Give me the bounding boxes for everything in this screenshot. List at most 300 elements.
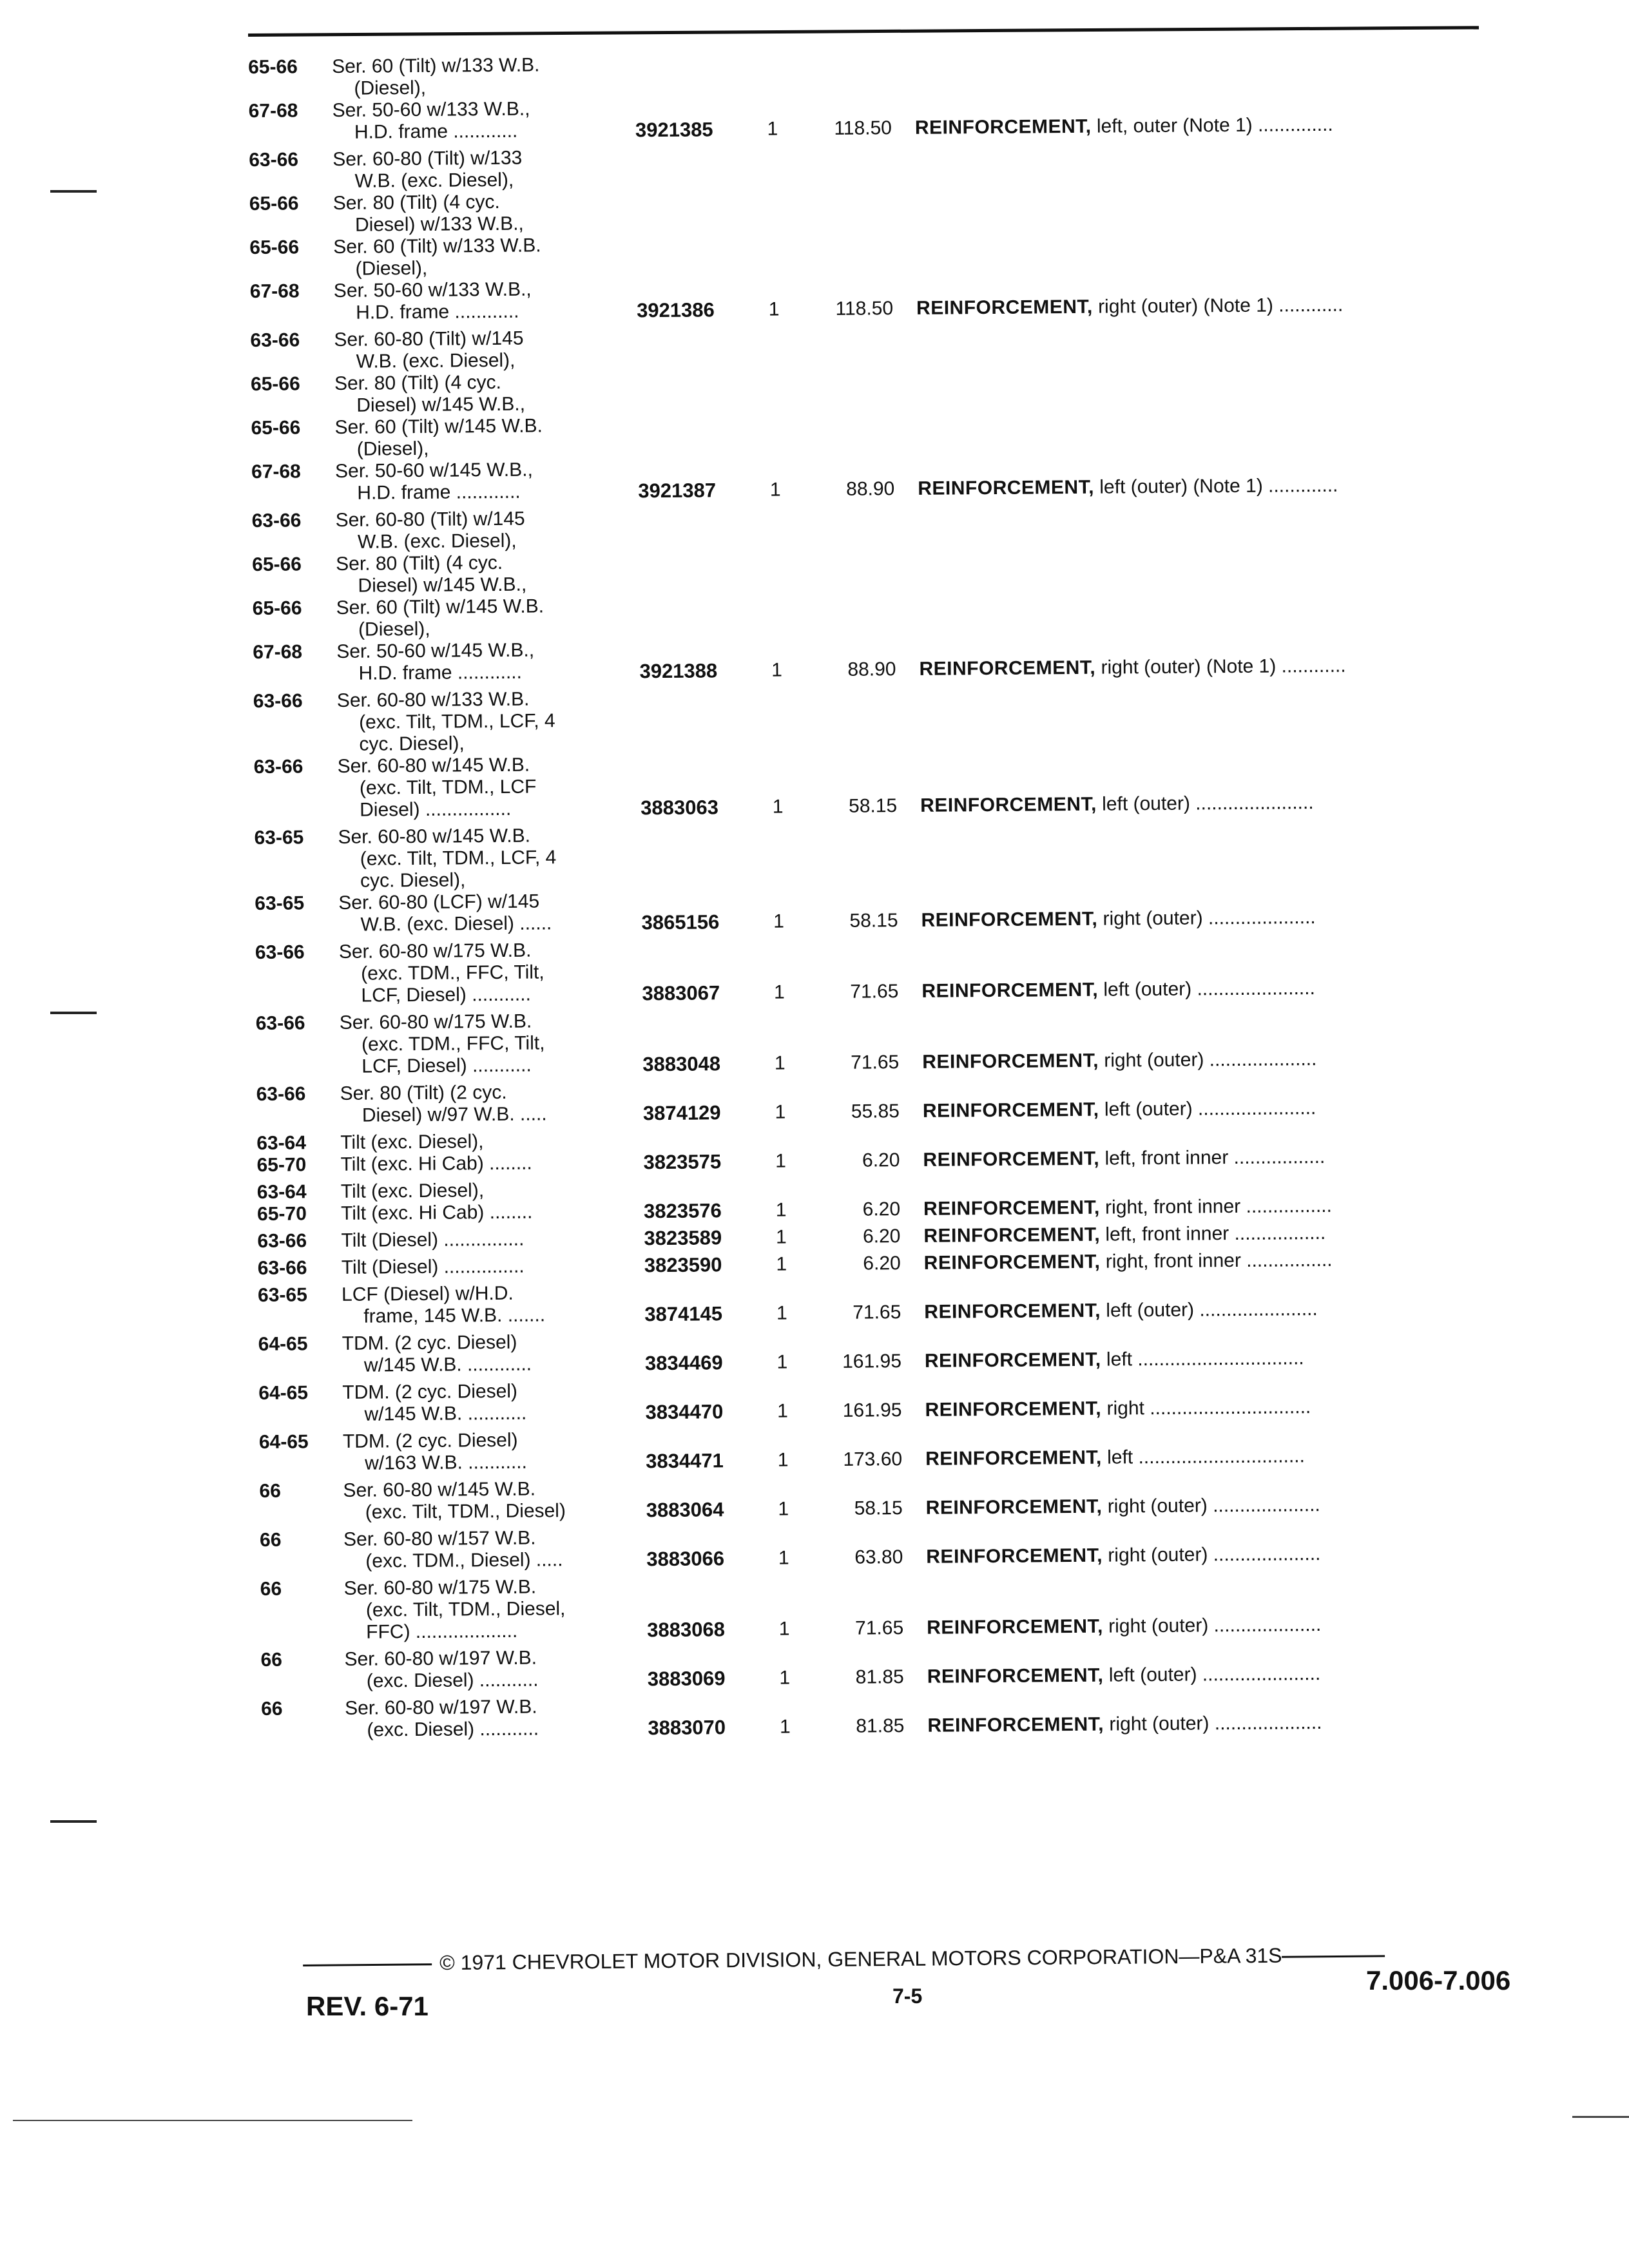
description-line: H.D. frame ............ — [358, 661, 523, 684]
part-name — [921, 905, 1527, 931]
description-line: cyc. Diesel), — [359, 733, 465, 755]
parts-catalog-list — [248, 46, 1534, 1747]
description-line: (exc. Diesel) ........... — [366, 1669, 539, 1692]
part-number: 3865156 — [641, 910, 720, 934]
part-name-detail: right (outer) .................... — [1104, 1048, 1317, 1072]
application-description — [343, 1477, 646, 1524]
part-name — [926, 1541, 1532, 1568]
model-years: 63-65 — [257, 1284, 307, 1306]
application-description — [339, 939, 642, 1007]
description-line: w/163 W.B. ........... — [365, 1451, 528, 1474]
catalog-entry — [254, 817, 1527, 937]
model-years: 63-65 — [255, 892, 305, 914]
quantity: 1 — [767, 118, 778, 140]
part-number: 3834470 — [645, 1400, 724, 1424]
part-name — [923, 1095, 1529, 1122]
description-line: (exc. Tilt, TDM., LCF, 4 — [358, 710, 555, 733]
part-name — [915, 112, 1521, 139]
part-name — [925, 1345, 1531, 1372]
catalog-entry — [248, 46, 1521, 144]
application-description — [342, 1331, 646, 1377]
description-line: Ser. 60-80 w/157 W.B. — [343, 1527, 536, 1550]
part-name-main: REINFORCEMENT, — [923, 1251, 1101, 1274]
catalog-entry — [261, 1688, 1534, 1742]
margin-tick — [50, 1012, 97, 1014]
part-name-main: REINFORCEMENT, — [924, 1349, 1101, 1372]
application-item — [252, 507, 639, 554]
model-years: 63-66 — [257, 1230, 307, 1252]
quantity: 1 — [774, 1052, 786, 1074]
application-item — [258, 1282, 645, 1329]
catalog-entry — [257, 1220, 1530, 1253]
quantity: 1 — [775, 1101, 786, 1123]
part-name — [926, 1492, 1532, 1519]
part-number: 3874129 — [642, 1101, 721, 1125]
application-item — [260, 1575, 648, 1644]
application-list — [248, 53, 635, 144]
application-item — [249, 146, 636, 193]
description-line: (Diesel), — [358, 618, 430, 640]
description-line: TDM. (2 cyc. Diesel) — [342, 1380, 518, 1403]
part-name-detail: right (outer) (Note 1) ............ — [1097, 294, 1344, 318]
part-name-main: REINFORCEMENT, — [922, 1099, 1099, 1122]
application-list — [255, 939, 642, 1008]
part-name-main: REINFORCEMENT, — [921, 979, 1099, 1002]
application-description — [340, 1151, 643, 1176]
description-line: W.B. (exc. Diesel), — [356, 349, 516, 372]
part-name-detail: left (outer) ...................... — [1106, 1298, 1318, 1321]
part-name-detail: right, front inner ................ — [1105, 1249, 1333, 1273]
application-description — [340, 1129, 643, 1154]
quantity: 1 — [777, 1400, 789, 1422]
description-line: Ser. 60 (Tilt) w/145 W.B. — [336, 595, 545, 619]
application-list — [257, 1227, 644, 1253]
part-number: 3883067 — [642, 981, 720, 1005]
part-number: 3823576 — [643, 1199, 722, 1223]
application-item — [257, 1227, 644, 1253]
part-name-detail: left, front inner ................. — [1104, 1146, 1325, 1169]
description-line: Ser. 60-80 w/197 W.B. — [345, 1696, 537, 1719]
catalog-entry — [260, 1639, 1533, 1693]
application-description — [340, 1010, 643, 1078]
description-line: Tilt (exc. Diesel), — [340, 1131, 484, 1153]
application-description — [336, 639, 640, 685]
quantity: 1 — [775, 1226, 787, 1248]
model-years: 64-65 — [258, 1382, 309, 1404]
part-name — [921, 975, 1528, 1002]
catalog-entry — [250, 320, 1524, 505]
catalog-entry — [256, 1003, 1529, 1079]
model-years: 67-68 — [253, 641, 303, 663]
description-line: TDM. (2 cyc. Diesel) — [342, 1429, 518, 1452]
section-number: 7.006-7.006 — [1366, 1965, 1511, 1995]
description-line: Ser. 60-80 w/175 W.B. — [339, 1010, 532, 1033]
copyright-line — [303, 1941, 1534, 1976]
application-description — [333, 97, 636, 144]
catalog-entry — [258, 1247, 1530, 1280]
model-years: 65-66 — [249, 236, 300, 258]
part-name — [927, 1661, 1534, 1687]
margin-tick — [50, 1820, 97, 1823]
part-name-main: REINFORCEMENT, — [923, 1224, 1101, 1247]
description-line: Ser. 50-60 w/133 W.B., — [332, 98, 530, 121]
model-years: 67-68 — [251, 461, 301, 483]
application-item — [252, 551, 639, 598]
model-years: 65-66 — [249, 193, 299, 215]
part-name-detail: right, front inner ................ — [1104, 1195, 1333, 1218]
application-item — [258, 1254, 644, 1280]
part-name-detail: right (outer) .................... — [1108, 1613, 1322, 1637]
part-name-detail: right (outer) .................... — [1107, 1494, 1320, 1517]
description-line: w/145 W.B. ........... — [364, 1402, 527, 1425]
application-description — [335, 458, 639, 505]
price: 71.65 — [854, 1617, 904, 1639]
quantity: 1 — [778, 1547, 789, 1569]
copyright-text: © 1971 CHEVROLET MOTOR DIVISION, GENERAL MOTORS CORPORATION—P&A 31S — [439, 1943, 1282, 1975]
part-number: 3921387 — [638, 479, 717, 503]
application-list — [260, 1646, 648, 1693]
price: 88.90 — [847, 658, 896, 680]
part-name-main: REINFORCEMENT, — [927, 1713, 1104, 1736]
model-years: 65-66 — [250, 373, 300, 395]
part-number: 3883064 — [646, 1498, 724, 1522]
description-line: Ser. 80 (Tilt) (4 cyc. — [336, 552, 503, 575]
description-line: Ser. 60-80 w/175 W.B. — [343, 1576, 537, 1599]
description-line: (exc. TDM., FFC, Tilt, — [361, 961, 545, 985]
description-line: (exc. Diesel) ........... — [367, 1718, 539, 1741]
price: 71.65 — [853, 1302, 901, 1323]
model-years: 63-66 — [257, 1257, 307, 1279]
description-line: Ser. 60-80 w/133 W.B. — [336, 688, 530, 711]
quantity: 1 — [776, 1351, 788, 1373]
description-line: LCF, Diesel) ........... — [361, 1054, 532, 1077]
part-name-main: REINFORCEMENT, — [923, 1148, 1100, 1171]
description-line: Ser. 60-80 (Tilt) w/145 — [335, 508, 525, 531]
description-line: (exc. Tilt, TDM., LCF — [359, 776, 537, 799]
part-name-detail: left ............................... — [1106, 1347, 1304, 1370]
description-line: Ser. 80 (Tilt) (2 cyc. — [340, 1081, 507, 1104]
model-years: 63-66 — [249, 149, 299, 171]
description-line: W.B. (exc. Diesel), — [354, 169, 514, 192]
catalog-entry — [256, 1073, 1529, 1128]
application-description — [334, 414, 638, 461]
application-description — [344, 1575, 648, 1644]
model-years: 64-65 — [258, 1431, 309, 1453]
application-list — [258, 1331, 646, 1378]
part-name — [918, 473, 1524, 499]
application-item — [249, 97, 636, 144]
model-years: 63-66 — [253, 690, 303, 712]
application-description — [336, 507, 639, 553]
part-name — [923, 1193, 1530, 1220]
part-number: 3921388 — [639, 659, 718, 683]
model-years: 63-65 — [254, 827, 304, 849]
part-name — [920, 790, 1527, 816]
description-line: Diesel) ................ — [360, 798, 512, 821]
description-line: Ser. 60 (Tilt) w/133 W.B. — [333, 235, 541, 258]
quantity: 1 — [778, 1618, 790, 1640]
description-line: Ser. 80 (Tilt) (4 cyc. — [333, 191, 500, 214]
description-line: (exc. Tilt, TDM., LCF, 4 — [360, 847, 557, 870]
part-name-detail: left (outer) ...................... — [1108, 1663, 1321, 1686]
part-number: 3883070 — [648, 1716, 726, 1740]
part-name — [919, 653, 1525, 680]
price: 58.15 — [849, 910, 898, 932]
quantity: 1 — [775, 1150, 786, 1172]
catalog-entry — [260, 1568, 1534, 1644]
model-years: 66 — [259, 1480, 281, 1502]
application-description — [334, 327, 637, 373]
part-name-detail: left, front inner ................. — [1105, 1222, 1326, 1245]
part-name — [923, 1220, 1530, 1247]
price: 58.15 — [854, 1497, 903, 1519]
application-item — [251, 414, 638, 461]
application-item — [255, 890, 642, 937]
application-description — [340, 1081, 644, 1127]
application-description — [336, 595, 640, 641]
part-name-main: REINFORCEMENT, — [923, 1196, 1100, 1220]
description-line: Diesel) w/145 W.B., — [358, 573, 527, 597]
model-years: 66 — [261, 1698, 283, 1720]
price: 6.20 — [862, 1225, 901, 1247]
part-name-detail: right (outer) .................... — [1108, 1543, 1321, 1566]
application-item — [258, 1331, 646, 1378]
application-item — [250, 278, 637, 325]
part-name-main: REINFORCEMENT, — [918, 476, 1095, 499]
description-line: Ser. 60-80 w/175 W.B. — [338, 939, 532, 963]
price: 6.20 — [863, 1253, 901, 1274]
catalog-entry — [255, 932, 1528, 1008]
part-number: 3874145 — [644, 1302, 723, 1326]
part-name-main: REINFORCEMENT, — [925, 1495, 1103, 1519]
model-years: 63-66 — [253, 756, 304, 778]
part-name-main: REINFORCEMENT, — [925, 1398, 1102, 1421]
part-name — [925, 1394, 1531, 1421]
model-years: 65-66 — [251, 417, 301, 439]
margin-tick — [50, 190, 97, 193]
application-description — [342, 1254, 644, 1279]
part-number: 3823589 — [644, 1226, 722, 1250]
part-number: 3921385 — [635, 118, 713, 142]
part-name-main: REINFORCEMENT, — [927, 1615, 1103, 1639]
description-line: Ser. 60-80 (LCF) w/145 — [338, 890, 540, 914]
application-description — [343, 1526, 647, 1573]
application-description — [341, 1227, 644, 1252]
description-line: Tilt (Diesel) ............... — [341, 1255, 525, 1278]
part-name — [922, 1046, 1528, 1073]
application-list — [256, 1129, 644, 1177]
price: 71.65 — [850, 981, 899, 1003]
model-years: 65-66 — [252, 553, 302, 575]
application-list — [253, 687, 641, 822]
scan-artifact-line — [1572, 2116, 1629, 2118]
application-description — [342, 1282, 645, 1328]
revision-label: REV. 6-71 — [306, 1991, 429, 2021]
application-item — [249, 234, 637, 281]
quantity: 1 — [771, 659, 782, 681]
part-number: 3883063 — [641, 796, 718, 820]
model-years: 63-66 — [256, 1083, 306, 1105]
model-years: 67-68 — [249, 280, 300, 302]
application-item — [259, 1428, 646, 1475]
description-line: Tilt (exc. Hi Cab) ........ — [340, 1201, 533, 1224]
application-item — [249, 190, 637, 237]
catalog-entry — [257, 1171, 1530, 1225]
description-line: H.D. frame ............ — [357, 481, 521, 504]
application-description — [333, 146, 636, 193]
model-years: 66 — [260, 1578, 282, 1600]
price: 63.80 — [854, 1546, 903, 1568]
scan-artifact-line — [13, 2120, 412, 2121]
application-list — [256, 1081, 644, 1128]
part-name-detail: right (outer) .................... — [1109, 1711, 1322, 1735]
description-line: FFC) ................... — [366, 1620, 518, 1643]
description-line: Ser. 60-80 w/145 W.B. — [337, 754, 530, 777]
application-description — [341, 1200, 644, 1225]
description-line: Ser. 60-80 w/145 W.B. — [343, 1478, 536, 1501]
description-line: Diesel) w/97 W.B. ..... — [361, 1103, 547, 1126]
application-description — [338, 824, 641, 892]
quantity: 1 — [779, 1716, 791, 1738]
part-number: 3834471 — [646, 1449, 724, 1473]
application-item — [251, 370, 638, 418]
application-item — [257, 1178, 644, 1204]
application-list — [249, 146, 637, 325]
application-description — [333, 190, 637, 236]
model-years: 65-70 — [256, 1203, 307, 1225]
model-years: 66 — [259, 1529, 282, 1551]
application-item — [256, 1010, 643, 1079]
description-line: Diesel) w/133 W.B., — [354, 213, 524, 236]
description-line: Diesel) w/145 W.B., — [356, 393, 526, 416]
part-number: 3823575 — [643, 1150, 722, 1174]
application-item — [250, 327, 637, 374]
application-list — [259, 1477, 646, 1524]
description-line: Ser. 60-80 (Tilt) w/145 — [334, 327, 524, 351]
catalog-entry — [258, 1323, 1531, 1378]
model-years: 65-66 — [248, 56, 298, 78]
price: 161.95 — [842, 1399, 902, 1421]
description-line: frame, 145 W.B. ....... — [363, 1304, 546, 1327]
price: 81.85 — [855, 1666, 904, 1688]
catalog-entry — [259, 1421, 1532, 1475]
description-line: Ser. 60-80 w/197 W.B. — [344, 1647, 537, 1670]
application-list — [254, 824, 641, 937]
description-line: Ser. 50-60 w/133 W.B., — [333, 278, 532, 302]
description-line: Tilt (exc. Hi Cab) ........ — [340, 1152, 532, 1175]
model-years: 64-65 — [258, 1333, 308, 1355]
page-number: 7-5 — [892, 1984, 923, 2008]
catalog-entry — [260, 1519, 1532, 1573]
price: 6.20 — [862, 1149, 900, 1171]
part-number: 3883048 — [642, 1052, 721, 1076]
application-list — [259, 1428, 646, 1475]
application-item — [254, 753, 641, 822]
quantity: 1 — [772, 796, 784, 818]
description-line: H.D. frame ............ — [354, 120, 518, 143]
application-description — [334, 278, 637, 324]
catalog-entry — [252, 500, 1526, 686]
description-line: LCF (Diesel) w/H.D. — [341, 1282, 514, 1305]
price: 71.65 — [851, 1052, 900, 1073]
description-line: LCF, Diesel) ........... — [361, 983, 531, 1006]
copyright-rule-left — [303, 1963, 432, 1966]
quantity: 1 — [775, 1199, 787, 1221]
model-years: 63-66 — [251, 510, 302, 532]
quantity: 1 — [773, 981, 785, 1003]
description-line: cyc. Diesel), — [360, 869, 466, 892]
description-line: Tilt (Diesel) ............... — [341, 1228, 525, 1251]
part-name-main: REINFORCEMENT, — [922, 1050, 1099, 1073]
price: 118.50 — [835, 298, 894, 320]
description-line: (exc. Tilt, TDM., Diesel) — [365, 1500, 566, 1523]
catalog-entry — [259, 1470, 1532, 1524]
application-description — [341, 1178, 644, 1203]
application-description — [336, 551, 639, 597]
part-number: 3834469 — [644, 1351, 723, 1375]
application-description — [338, 753, 641, 822]
application-list — [258, 1282, 645, 1329]
model-years: 63-64 — [256, 1181, 307, 1203]
application-item — [251, 458, 639, 505]
application-description — [338, 890, 642, 936]
part-name-detail: left (outer) ...................... — [1103, 977, 1315, 1001]
application-list — [256, 1010, 643, 1079]
application-list — [258, 1254, 644, 1280]
application-item — [260, 1526, 647, 1573]
application-description — [333, 234, 637, 280]
description-line: Ser. 50-60 w/145 W.B., — [336, 639, 535, 662]
part-number: 3883066 — [646, 1547, 725, 1571]
part-name-detail: right (outer) (Note 1) ............ — [1101, 655, 1346, 678]
description-line: (Diesel), — [354, 77, 427, 99]
application-item — [253, 687, 641, 756]
description-line: Ser. 50-60 w/145 W.B., — [334, 459, 534, 482]
top-rule — [248, 26, 1479, 37]
price: 161.95 — [842, 1350, 902, 1372]
part-name-main: REINFORCEMENT, — [914, 115, 1092, 139]
part-name — [927, 1710, 1534, 1736]
quantity: 1 — [779, 1667, 791, 1689]
price: 173.60 — [843, 1448, 903, 1470]
price: 6.20 — [862, 1198, 901, 1220]
application-item — [257, 1200, 644, 1225]
application-item — [255, 939, 642, 1008]
application-list — [260, 1526, 647, 1573]
application-description — [345, 1695, 648, 1742]
model-years: 63-66 — [250, 329, 300, 351]
part-name-main: REINFORCEMENT, — [927, 1664, 1104, 1687]
part-name-detail: right (outer) .................... — [1103, 907, 1316, 930]
description-line: w/145 W.B. ............ — [363, 1353, 532, 1376]
description-line: Ser. 60 (Tilt) w/133 W.B. — [331, 54, 540, 77]
description-line: Ser. 80 (Tilt) (4 cyc. — [334, 371, 502, 394]
part-name-main: REINFORCEMENT, — [921, 908, 1098, 931]
catalog-entry — [258, 1274, 1530, 1329]
description-line: W.B. (exc. Diesel) ...... — [360, 912, 552, 936]
application-description — [343, 1428, 646, 1475]
part-name-main: REINFORCEMENT, — [925, 1446, 1102, 1470]
part-name — [924, 1247, 1530, 1274]
price: 55.85 — [851, 1100, 900, 1122]
price: 88.90 — [846, 478, 895, 500]
description-line: (exc. Tilt, TDM., Diesel, — [365, 1598, 566, 1621]
part-name-main: REINFORCEMENT, — [926, 1544, 1103, 1568]
application-item — [254, 824, 641, 893]
application-item — [260, 1646, 648, 1693]
quantity: 1 — [778, 1498, 789, 1520]
part-name-detail: right .............................. — [1106, 1396, 1311, 1419]
